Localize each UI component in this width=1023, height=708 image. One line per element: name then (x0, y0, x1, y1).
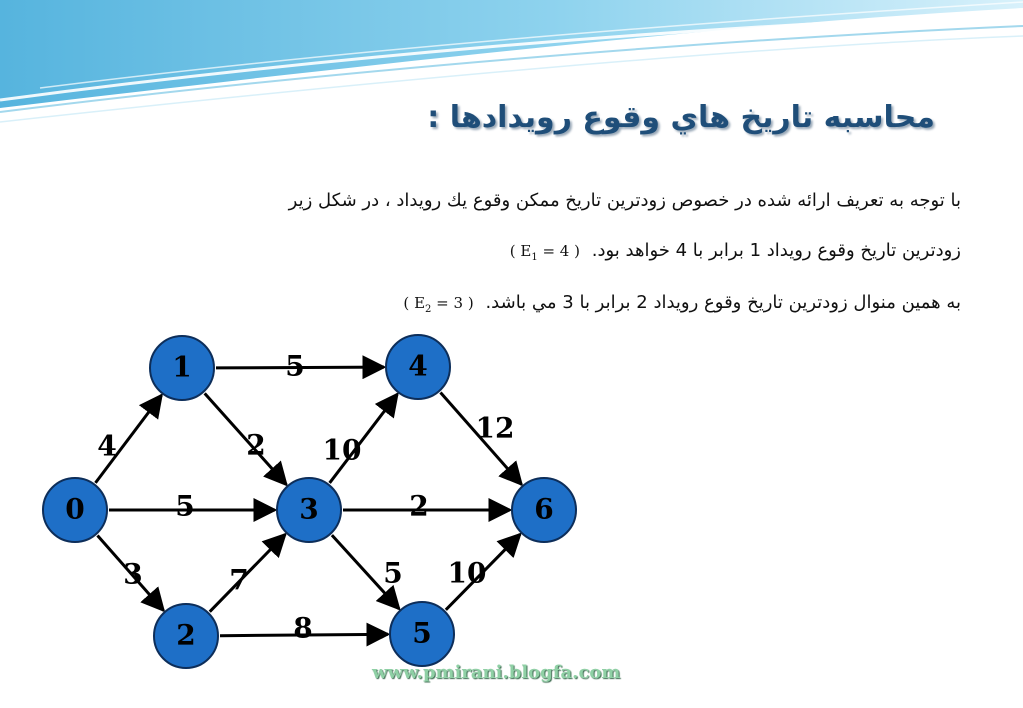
edge-weight-2-3: 7 (229, 563, 249, 597)
node-5 (390, 602, 454, 666)
edge-weight-1-3: 2 (246, 428, 266, 462)
edge-weight-0-3: 5 (175, 489, 195, 523)
edge-weight-2-5: 8 (293, 611, 313, 645)
edge-weight-3-5: 5 (383, 556, 403, 590)
network-diagram (0, 320, 620, 680)
edge-weight-5-6: 10 (447, 556, 487, 590)
formula-e1: ( $E_1 = 4$ ) (509, 242, 580, 263)
node-label-4: 4 (408, 349, 428, 383)
node-0 (43, 478, 107, 542)
node-3 (277, 478, 341, 542)
node-6 (512, 478, 576, 542)
edge-weight-3-6: 2 (409, 489, 429, 523)
edge-weight-0-1: 4 (97, 429, 117, 463)
node-4 (386, 335, 450, 399)
edge-weight-3-4: 10 (322, 433, 362, 467)
edge-weight-1-4: 5 (285, 349, 305, 383)
node-label-0: 0 (65, 492, 85, 526)
edge-weight-0-2: 3 (123, 557, 143, 591)
paragraph-intro (31, 190, 961, 211)
node-label-1: 1 (172, 350, 192, 384)
node-label-5: 5 (412, 616, 432, 650)
node-2 (154, 604, 218, 668)
node-1 (150, 336, 214, 400)
formula-e2: ( $E_2 = 3$ ) (403, 294, 474, 315)
paragraph-event-1 (31, 240, 961, 263)
node-label-3: 3 (299, 492, 319, 526)
node-label-2: 2 (176, 618, 196, 652)
edge-weight-4-6: 12 (475, 411, 515, 445)
paragraph-event-2-text: به همين منوال زودترين تاريخ وقوع رويداد 2 برابر با 3 مي باشد. (485, 292, 961, 313)
node-label-6: 6 (534, 492, 554, 526)
slide-title: محاسبه تاريخ هاي وقوع رويدادها : (427, 100, 935, 135)
paragraph-intro-text: با توجه به تعريف ارائه شده در خصوص زودترين تاريخ ممكن وقوع يك رويداد ، در شكل زير (288, 190, 961, 211)
paragraph-event-2 (31, 292, 961, 315)
website-footer: www.pmirani.blogfa.com (372, 662, 621, 683)
paragraph-event-1-text: زودترين تاريخ وقوع رويداد 1 برابر با 4 خواهد بود. (591, 240, 961, 261)
